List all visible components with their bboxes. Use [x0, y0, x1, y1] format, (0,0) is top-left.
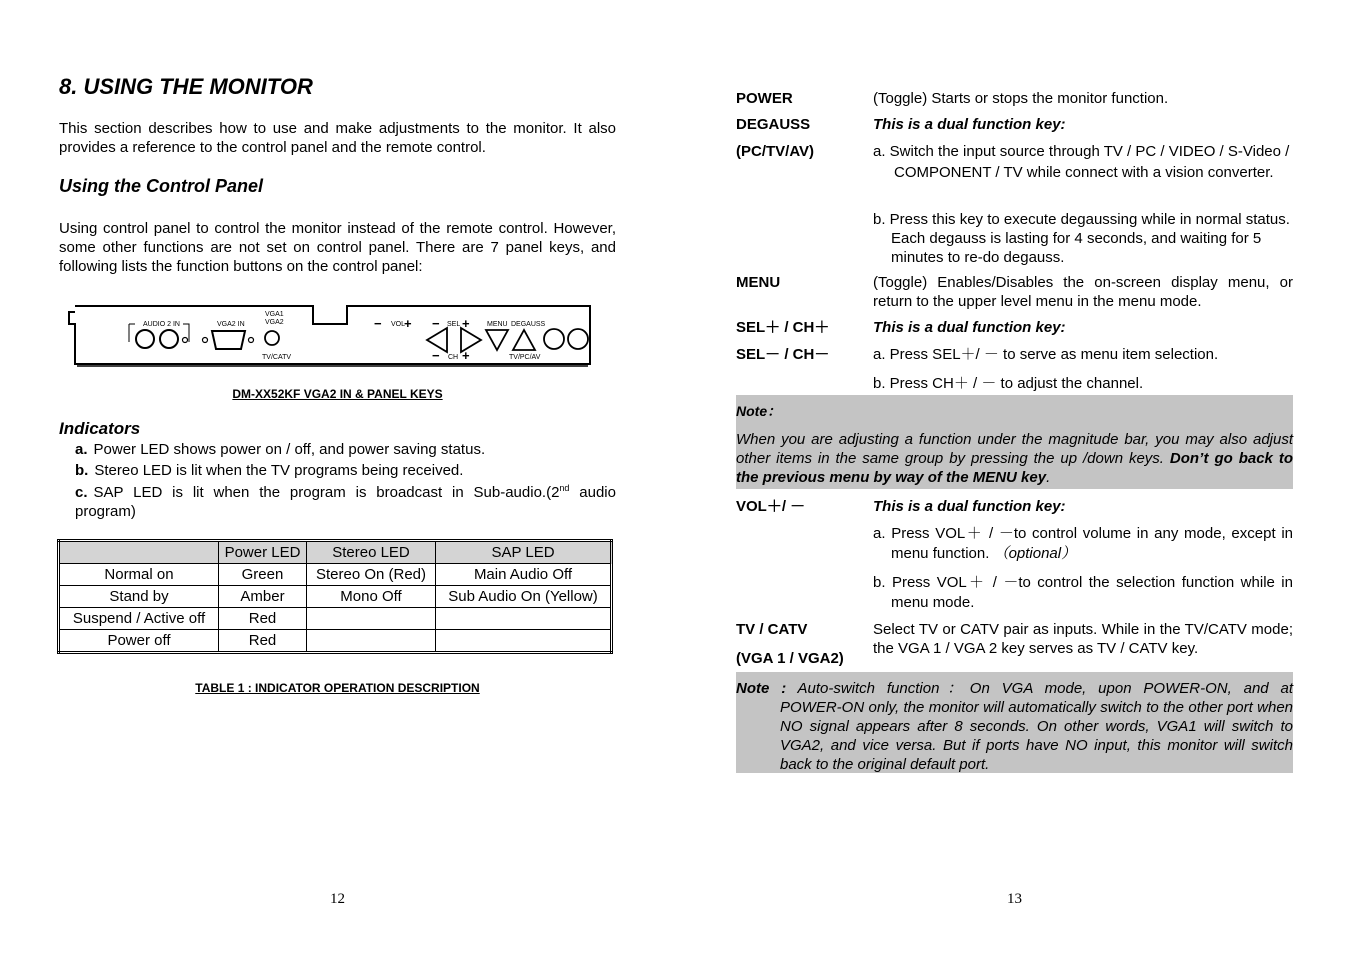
- menu-key: [544, 329, 564, 349]
- audio-in-label: AUDIO 2 IN: [143, 321, 180, 328]
- degauss-desc: This is a dual function key:: [873, 116, 1066, 133]
- tv-catv-desc: Select TV or CATV pair as inputs. While in the TV/CATV mode; the VGA 1 / VGA 2 key serves as TV / CATV key.: [873, 621, 1293, 657]
- sel-ch-down-key: [486, 330, 508, 350]
- vga1-label: VGA1: [265, 311, 284, 318]
- svg-text:−: −: [374, 316, 382, 331]
- degauss-key-label: DEGAUSS: [736, 116, 811, 133]
- intro-paragraph: This section describes how to use and make adjustments to the monitor. It also provides a reference to the control panel and the remote control.: [59, 120, 616, 156]
- indicator-table: [57, 539, 613, 654]
- note-auto-switch: [736, 672, 1293, 773]
- sel-ch-up-key: [513, 330, 535, 350]
- note-magnitude: [736, 395, 1293, 489]
- power-key: POWER: [736, 90, 793, 107]
- degauss-key: [568, 329, 588, 349]
- table-row: Stand by Amber Mono Off Sub Audio On (Yellow): [59, 586, 612, 608]
- indicator-item-a: a. Power LED shows power on / off, and power saving status.: [75, 441, 486, 458]
- table-caption: TABLE 1 : INDICATOR OPERATION DESCRIPTION: [195, 681, 480, 695]
- sel-ch-desc: This is a dual function key:: [873, 319, 1066, 336]
- note-text: When you are adjusting a function under the magnitude bar, you may also adjust other items in the same group by pressing the up /down keys. Don’t go back to the previous menu by way of the MENU key.: [736, 431, 1293, 486]
- sel-ch-desc-a: a. Press SEL＋/ － to serve as menu item selection.: [873, 346, 1219, 363]
- menu-key-label: MENU: [736, 274, 781, 291]
- table-row: Power off Red: [59, 630, 612, 653]
- page-number-right: 13: [1007, 891, 1022, 907]
- tv-pc-av-label: TV/PC/AV: [509, 354, 541, 361]
- note2-body: POWER-ON only, the monitor will automatically switch to the other port when NO signal appears after 8 seconds. On other words, VGA1 will switch to VGA2, and vice versa. But if ports have NO input, this monitor will switch back to the original default port.: [780, 699, 1293, 773]
- indicators-heading: Indicators: [59, 419, 141, 438]
- page-number-left: 12: [330, 891, 345, 907]
- indicator-item-b: b. Stereo LED is lit when the TV programs being received.: [75, 462, 464, 479]
- degauss-desc-b: b. Press this key to execute degaussing while in normal status. Each degauss is lasting for 4 seconds, and waiting for 5 minutes to re-do degauss.: [873, 211, 1290, 266]
- note2-first-line: Note : Auto-switch function：On VGA mode, upon POWER-ON, and at: [736, 680, 1293, 697]
- power-desc: (Toggle) Starts or stops the monitor function.: [873, 90, 1169, 107]
- svg-text:−: −: [432, 316, 440, 331]
- tv-catv-key: TV / CATV: [736, 621, 808, 638]
- tv-catv-label: TV/CATV: [262, 354, 292, 361]
- table-row: Suspend / Active off Red: [59, 608, 612, 630]
- sel-label: SEL: [447, 321, 461, 328]
- vol-desc-b: b. Press VOL＋ / －to control the selection function while in menu mode.: [873, 574, 1293, 611]
- table-header-row: Power LED Stereo LED SAP LED: [59, 541, 612, 564]
- vol-desc: This is a dual function key:: [873, 498, 1066, 515]
- vga2-label: VGA2: [265, 319, 284, 326]
- note-label: Note：: [736, 403, 782, 419]
- menu-desc: (Toggle) Enables/Disables the on-screen display menu, or return to the upper level menu in the menu mode.: [873, 274, 1293, 310]
- svg-text:+: +: [462, 348, 470, 363]
- control-panel-heading: Using the Control Panel: [59, 176, 264, 196]
- right-page: [736, 0, 1293, 954]
- sel-ch-minus-key: SEL－ / CH－: [736, 346, 830, 363]
- diagram-caption: DM-XX52KF VGA2 IN & PANEL KEYS: [232, 387, 443, 401]
- svg-text:+: +: [404, 316, 412, 331]
- vol-desc-a: a. Press VOL＋ / －to control volume in any mode, except in menu function. （optional）: [873, 525, 1293, 562]
- svg-text:+: +: [462, 316, 470, 331]
- vga2-in-label: VGA2 IN: [217, 321, 245, 328]
- section-title: 8. USING THE MONITOR: [59, 74, 313, 99]
- vga2-connector: [212, 331, 245, 349]
- tv-catv-button: [265, 331, 279, 345]
- vga-key: (VGA 1 / VGA2): [736, 650, 844, 667]
- pc-tv-av-desc-a: a. Switch the input source through TV / PC / VIDEO / S-Video / COMPONENT / TV while connect with a vision converter.: [873, 143, 1290, 181]
- vol-label: VOL: [391, 321, 406, 328]
- audio-jack-left: [136, 330, 154, 348]
- indicator-item-c: c. SAP LED is lit when the program is broadcast in Sub-audio.(2nd audio program): [75, 483, 616, 520]
- audio-jack-right: [160, 330, 178, 348]
- degauss-label: DEGAUSS: [511, 321, 546, 328]
- table-row: Normal on Green Stereo On (Red) Main Audio Off: [59, 564, 612, 586]
- ch-label: CH: [448, 354, 459, 361]
- sel-ch-desc-b: b. Press CH＋ / － to adjust the channel.: [873, 375, 1144, 392]
- pc-tv-av-key: (PC/TV/AV): [736, 143, 815, 160]
- svg-text:−: −: [432, 348, 440, 363]
- control-panel-paragraph: Using control panel to control the monitor instead of the remote control. However, some other functions are not set on control panel. There are 7 panel keys, and following lists the function buttons on the control panel:: [59, 220, 616, 275]
- menu-label: MENU: [487, 321, 508, 328]
- sel-ch-plus-key: SEL＋ / CH＋: [736, 319, 830, 336]
- vol-key: VOL＋/ －: [736, 498, 806, 515]
- control-panel-diagram: [65, 298, 595, 372]
- left-page: [59, 0, 616, 954]
